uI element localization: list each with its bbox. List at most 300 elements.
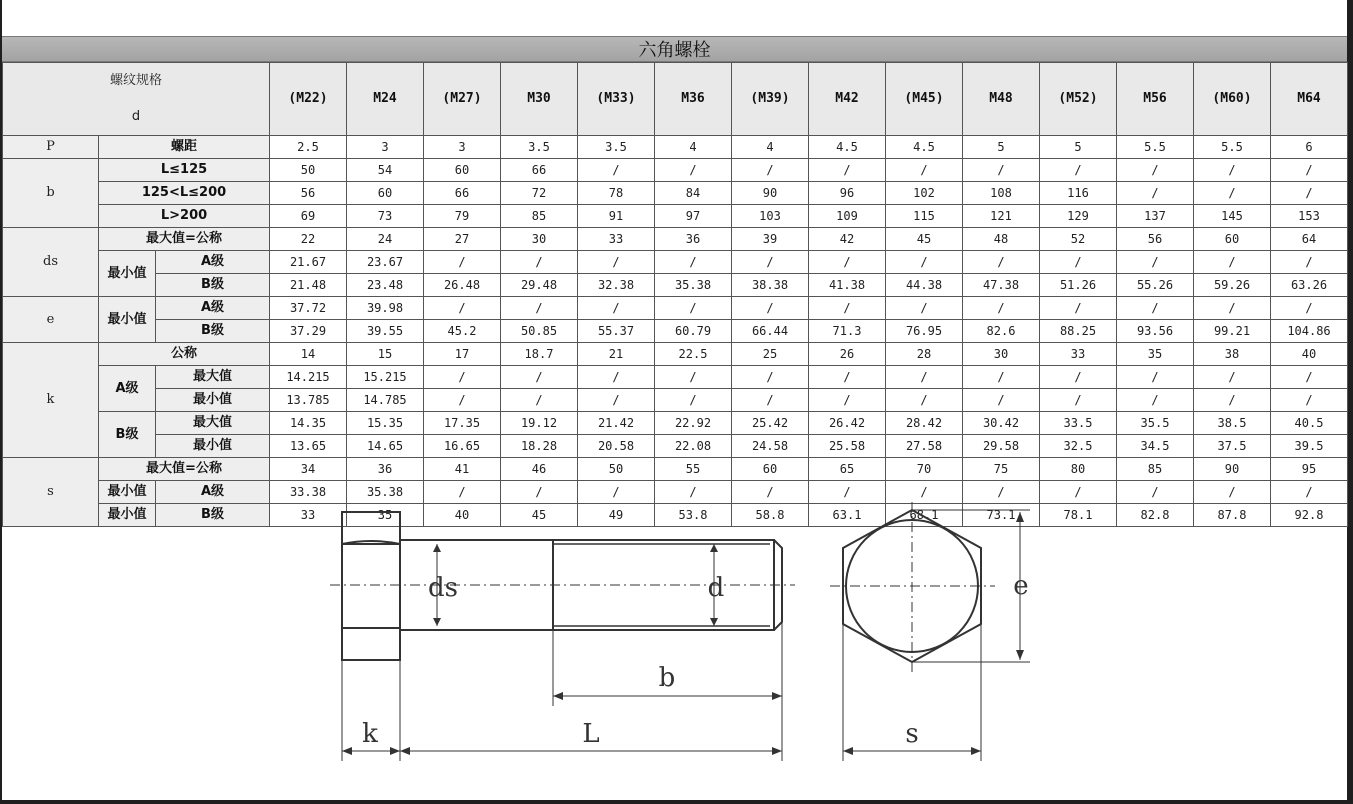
table-cell: /: [501, 389, 578, 412]
table-cell: 23.48: [347, 274, 424, 297]
table-row-s-max: [3, 458, 1348, 481]
table-title: 六角螺栓: [2, 36, 1347, 62]
table-cell: 90: [1194, 458, 1271, 481]
row-label: 螺距: [99, 136, 270, 159]
table-cell: 26.48: [424, 274, 501, 297]
row-group: B级: [99, 412, 156, 458]
table-cell: 5: [1040, 136, 1117, 159]
table-cell: 40.5: [1271, 412, 1348, 435]
table-cell: 104.86: [1271, 320, 1348, 343]
table-cell: 35.38: [347, 481, 424, 504]
table-cell: 17: [424, 343, 501, 366]
table-cell: 25.58: [809, 435, 886, 458]
row-label: 最小值: [156, 389, 270, 412]
table-cell: /: [1117, 366, 1194, 389]
table-cell: 26: [809, 343, 886, 366]
table-cell: 72: [501, 182, 578, 205]
table-cell: 14.35: [270, 412, 347, 435]
table-cell: /: [963, 366, 1040, 389]
table-cell: 45.2: [424, 320, 501, 343]
table-cell: 56: [270, 182, 347, 205]
table-cell: /: [886, 389, 963, 412]
table-cell: 78: [578, 182, 655, 205]
table-row-b-2: [3, 182, 1348, 205]
table-cell: 95: [1271, 458, 1348, 481]
table-cell: 91: [578, 205, 655, 228]
table-cell: /: [501, 297, 578, 320]
table-cell: 84: [655, 182, 732, 205]
table-cell: /: [1040, 389, 1117, 412]
table-cell: 3.5: [578, 136, 655, 159]
table-cell: /: [1194, 297, 1271, 320]
table-row-k-a-max: [3, 366, 1348, 389]
table-cell: 103: [732, 205, 809, 228]
table-cell: /: [1040, 481, 1117, 504]
row-group: 最小值: [99, 481, 156, 504]
table-cell: 115: [886, 205, 963, 228]
table-cell: /: [886, 366, 963, 389]
table-cell: 21: [578, 343, 655, 366]
size-header: (M52): [1040, 63, 1117, 136]
table-cell: 29.48: [501, 274, 578, 297]
table-cell: 78.1: [1040, 504, 1117, 527]
row-label: 最大值=公称: [99, 228, 270, 251]
table-cell: 16.65: [424, 435, 501, 458]
header-row: [3, 63, 1348, 136]
size-header: (M39): [732, 63, 809, 136]
table-cell: /: [963, 481, 1040, 504]
table-cell: 66: [501, 159, 578, 182]
table-cell: 80: [1040, 458, 1117, 481]
table-cell: 55.37: [578, 320, 655, 343]
row-label: L>200: [99, 205, 270, 228]
table-cell: /: [655, 481, 732, 504]
table-cell: 30: [963, 343, 1040, 366]
table-cell: 4: [732, 136, 809, 159]
spec-table: [2, 62, 1348, 527]
table-cell: 90: [732, 182, 809, 205]
table-cell: 60.79: [655, 320, 732, 343]
table-cell: 42: [809, 228, 886, 251]
size-header: (M33): [578, 63, 655, 136]
table-row-b-3: [3, 205, 1348, 228]
table-cell: 50.85: [501, 320, 578, 343]
row-label: L≤125: [99, 159, 270, 182]
table-cell: 3: [424, 136, 501, 159]
table-cell: /: [655, 297, 732, 320]
table-cell: /: [1271, 389, 1348, 412]
table-cell: 50: [270, 159, 347, 182]
table-cell: /: [578, 366, 655, 389]
table-cell: 102: [886, 182, 963, 205]
table-row-k-nom: [3, 343, 1348, 366]
table-cell: 64: [1271, 228, 1348, 251]
row-symbol: e: [3, 297, 99, 343]
row-label: 公称: [99, 343, 270, 366]
table-cell: 4.5: [809, 136, 886, 159]
table-cell: 44.38: [886, 274, 963, 297]
table-cell: /: [886, 159, 963, 182]
table-cell: 41: [424, 458, 501, 481]
table-cell: 23.67: [347, 251, 424, 274]
table-cell: 51.26: [1040, 274, 1117, 297]
frame-bottom: [0, 800, 1353, 804]
table-cell: 38: [1194, 343, 1271, 366]
table-cell: 93.56: [1117, 320, 1194, 343]
table-cell: 63.1: [809, 504, 886, 527]
table-cell: /: [732, 366, 809, 389]
table-cell: /: [1194, 389, 1271, 412]
row-group: A级: [99, 366, 156, 412]
table-cell: /: [578, 159, 655, 182]
size-header: M30: [501, 63, 578, 136]
table-cell: 32.38: [578, 274, 655, 297]
table-cell: 29.58: [963, 435, 1040, 458]
table-cell: 2.5: [270, 136, 347, 159]
label-s: s: [905, 719, 919, 749]
table-cell: /: [655, 251, 732, 274]
table-cell: /: [424, 297, 501, 320]
table-cell: /: [732, 389, 809, 412]
table-cell: 60: [347, 182, 424, 205]
table-cell: 22.08: [655, 435, 732, 458]
table-cell: 34: [270, 458, 347, 481]
size-header: (M27): [424, 63, 501, 136]
table-cell: /: [963, 251, 1040, 274]
table-row-ds-min-a: [3, 251, 1348, 274]
table-cell: 40: [1271, 343, 1348, 366]
table-cell: 5.5: [1117, 136, 1194, 159]
size-header: M48: [963, 63, 1040, 136]
header-corner: [3, 63, 270, 136]
table-cell: 35: [347, 504, 424, 527]
table-cell: 25: [732, 343, 809, 366]
table-cell: /: [1194, 182, 1271, 205]
label-d: d: [707, 573, 725, 603]
row-label: 最大值: [156, 366, 270, 389]
table-cell: 37.72: [270, 297, 347, 320]
table-cell: /: [1117, 481, 1194, 504]
size-header: M24: [347, 63, 424, 136]
table-cell: /: [963, 159, 1040, 182]
label-b: b: [658, 663, 676, 693]
table-cell: /: [963, 297, 1040, 320]
table-cell: /: [1040, 297, 1117, 320]
row-label: 最大值=公称: [99, 458, 270, 481]
table-cell: 85: [1117, 458, 1194, 481]
table-cell: 30: [501, 228, 578, 251]
table-cell: 48: [963, 228, 1040, 251]
table-cell: 28: [886, 343, 963, 366]
table-cell: /: [1117, 182, 1194, 205]
table-cell: /: [655, 159, 732, 182]
table-cell: 15.35: [347, 412, 424, 435]
table-cell: /: [809, 389, 886, 412]
table-row-k-b-min: [3, 435, 1348, 458]
table-row-b-1: [3, 159, 1348, 182]
table-cell: 38.5: [1194, 412, 1271, 435]
table-cell: /: [1194, 251, 1271, 274]
table-cell: 56: [1117, 228, 1194, 251]
table-cell: 14.65: [347, 435, 424, 458]
table-cell: /: [732, 159, 809, 182]
table-cell: /: [1194, 366, 1271, 389]
table-cell: 60: [424, 159, 501, 182]
table-cell: 36: [347, 458, 424, 481]
table-cell: 14.785: [347, 389, 424, 412]
table-cell: 88.25: [1040, 320, 1117, 343]
table-cell: /: [424, 251, 501, 274]
size-header: (M22): [270, 63, 347, 136]
table-cell: /: [886, 481, 963, 504]
table-cell: 66: [424, 182, 501, 205]
table-cell: 45: [501, 504, 578, 527]
table-cell: /: [1040, 159, 1117, 182]
table-cell: 68.1: [886, 504, 963, 527]
table-cell: 76.95: [886, 320, 963, 343]
table-cell: 97: [655, 205, 732, 228]
row-symbol: ds: [3, 228, 99, 297]
table-cell: 59.26: [1194, 274, 1271, 297]
table-cell: 5: [963, 136, 1040, 159]
table-cell: 37.29: [270, 320, 347, 343]
size-header: M42: [809, 63, 886, 136]
table-cell: 33: [270, 504, 347, 527]
table-cell: /: [1117, 159, 1194, 182]
table-cell: 60: [1194, 228, 1271, 251]
table-cell: /: [732, 297, 809, 320]
table-cell: 75: [963, 458, 1040, 481]
label-L: L: [582, 719, 600, 749]
row-label: A级: [156, 297, 270, 320]
table-cell: 26.42: [809, 412, 886, 435]
table-cell: 25.42: [732, 412, 809, 435]
label-k: k: [362, 719, 378, 749]
table-cell: /: [963, 389, 1040, 412]
table-cell: 3: [347, 136, 424, 159]
row-symbol: P: [3, 136, 99, 159]
table-cell: 4: [655, 136, 732, 159]
table-cell: 39.5: [1271, 435, 1348, 458]
table-cell: 41.38: [809, 274, 886, 297]
table-cell: 27.58: [886, 435, 963, 458]
table-cell: /: [809, 159, 886, 182]
table-cell: /: [1040, 366, 1117, 389]
table-cell: 6: [1271, 136, 1348, 159]
table-row-e-b: [3, 320, 1348, 343]
size-header: M56: [1117, 63, 1194, 136]
table-cell: 58.8: [732, 504, 809, 527]
table-cell: 85: [501, 205, 578, 228]
table-cell: 129: [1040, 205, 1117, 228]
table-cell: /: [886, 251, 963, 274]
table-cell: 39.55: [347, 320, 424, 343]
table-cell: 53.8: [655, 504, 732, 527]
table-cell: 3.5: [501, 136, 578, 159]
row-symbol: b: [3, 159, 99, 228]
size-header: M64: [1271, 63, 1348, 136]
table-cell: 116: [1040, 182, 1117, 205]
table-cell: 55: [655, 458, 732, 481]
table-cell: /: [809, 366, 886, 389]
table-cell: 33.38: [270, 481, 347, 504]
table-cell: 69: [270, 205, 347, 228]
table-cell: 19.12: [501, 412, 578, 435]
table-cell: /: [1271, 366, 1348, 389]
table-cell: 22.5: [655, 343, 732, 366]
table-cell: 52: [1040, 228, 1117, 251]
label-e: e: [1013, 571, 1029, 601]
table-cell: /: [1271, 481, 1348, 504]
table-cell: /: [1117, 389, 1194, 412]
table-cell: /: [578, 389, 655, 412]
table-row-ds-min-b: [3, 274, 1348, 297]
table-cell: 73: [347, 205, 424, 228]
table-cell: 45: [886, 228, 963, 251]
table-cell: 36: [655, 228, 732, 251]
table-cell: /: [1194, 481, 1271, 504]
row-symbol: s: [3, 458, 99, 527]
table-cell: 24.58: [732, 435, 809, 458]
table-cell: /: [1117, 297, 1194, 320]
row-label: 最小值: [156, 435, 270, 458]
table-cell: 39.98: [347, 297, 424, 320]
table-cell: 40: [424, 504, 501, 527]
size-header: (M60): [1194, 63, 1271, 136]
table-cell: /: [578, 297, 655, 320]
table-cell: /: [655, 366, 732, 389]
table-cell: /: [424, 389, 501, 412]
table-cell: 21.42: [578, 412, 655, 435]
row-label: A级: [156, 251, 270, 274]
table-cell: 39: [732, 228, 809, 251]
table-cell: 82.6: [963, 320, 1040, 343]
table-cell: 54: [347, 159, 424, 182]
table-cell: 70: [886, 458, 963, 481]
table-cell: /: [809, 297, 886, 320]
table-cell: 5.5: [1194, 136, 1271, 159]
table-row-k-b-max: [3, 412, 1348, 435]
label-ds: ds: [428, 573, 458, 603]
table-cell: 145: [1194, 205, 1271, 228]
row-label: 最大值: [156, 412, 270, 435]
table-cell: /: [501, 366, 578, 389]
table-cell: /: [655, 389, 732, 412]
table-cell: 34.5: [1117, 435, 1194, 458]
table-cell: 17.35: [424, 412, 501, 435]
table-cell: /: [809, 481, 886, 504]
table-cell: /: [732, 251, 809, 274]
table-cell: 79: [424, 205, 501, 228]
size-header: M36: [655, 63, 732, 136]
table-cell: 33: [1040, 343, 1117, 366]
table-cell: 28.42: [886, 412, 963, 435]
table-cell: /: [424, 481, 501, 504]
table-cell: /: [1271, 182, 1348, 205]
table-row-ds-max: [3, 228, 1348, 251]
table-cell: 14.215: [270, 366, 347, 389]
row-group: 最小值: [99, 504, 156, 527]
table-cell: /: [578, 251, 655, 274]
table-cell: 46: [501, 458, 578, 481]
table-cell: /: [886, 297, 963, 320]
table-cell: /: [578, 481, 655, 504]
row-group: 最小值: [99, 251, 156, 297]
table-cell: /: [1194, 159, 1271, 182]
table-cell: 13.785: [270, 389, 347, 412]
table-cell: 71.3: [809, 320, 886, 343]
table-cell: 92.8: [1271, 504, 1348, 527]
table-cell: 18.28: [501, 435, 578, 458]
row-symbol: k: [3, 343, 99, 458]
table-cell: /: [501, 251, 578, 274]
table-cell: 63.26: [1271, 274, 1348, 297]
table-cell: 32.5: [1040, 435, 1117, 458]
table-cell: /: [732, 481, 809, 504]
bolt-diagram: [0, 496, 1353, 800]
table-cell: 96: [809, 182, 886, 205]
table-cell: 49: [578, 504, 655, 527]
table-cell: 20.58: [578, 435, 655, 458]
table-cell: 37.5: [1194, 435, 1271, 458]
table-cell: 153: [1271, 205, 1348, 228]
table-cell: /: [424, 366, 501, 389]
row-group: 最小值: [99, 297, 156, 343]
table-cell: 27: [424, 228, 501, 251]
corner-line1: 螺纹规格: [109, 73, 162, 88]
table-cell: 13.65: [270, 435, 347, 458]
table-row-k-a-min: [3, 389, 1348, 412]
table-cell: /: [1271, 297, 1348, 320]
corner-line2: d: [131, 109, 141, 124]
table-cell: 18.7: [501, 343, 578, 366]
table-cell: 21.67: [270, 251, 347, 274]
row-label: B级: [156, 274, 270, 297]
table-cell: /: [1271, 251, 1348, 274]
table-cell: 4.5: [886, 136, 963, 159]
table-cell: 73.1: [963, 504, 1040, 527]
table-cell: /: [1117, 251, 1194, 274]
table-cell: 109: [809, 205, 886, 228]
table-cell: 33: [578, 228, 655, 251]
table-cell: 35.38: [655, 274, 732, 297]
table-cell: 99.21: [1194, 320, 1271, 343]
row-label: B级: [156, 320, 270, 343]
table-cell: 108: [963, 182, 1040, 205]
table-cell: 50: [578, 458, 655, 481]
table-cell: 87.8: [1194, 504, 1271, 527]
bolt-head: [342, 512, 400, 660]
table-cell: 55.26: [1117, 274, 1194, 297]
table-cell: 30.42: [963, 412, 1040, 435]
table-cell: /: [1271, 159, 1348, 182]
table-row-p: [3, 136, 1348, 159]
size-header: (M45): [886, 63, 963, 136]
table-cell: 65: [809, 458, 886, 481]
table-row-e-a: [3, 297, 1348, 320]
table-cell: 22.92: [655, 412, 732, 435]
table-cell: 22: [270, 228, 347, 251]
table-cell: 66.44: [732, 320, 809, 343]
table-cell: 14: [270, 343, 347, 366]
table-cell: 35.5: [1117, 412, 1194, 435]
table-cell: 15.215: [347, 366, 424, 389]
table-cell: 33.5: [1040, 412, 1117, 435]
table-cell: 15: [347, 343, 424, 366]
table-cell: 137: [1117, 205, 1194, 228]
table-cell: 35: [1117, 343, 1194, 366]
table-cell: 47.38: [963, 274, 1040, 297]
